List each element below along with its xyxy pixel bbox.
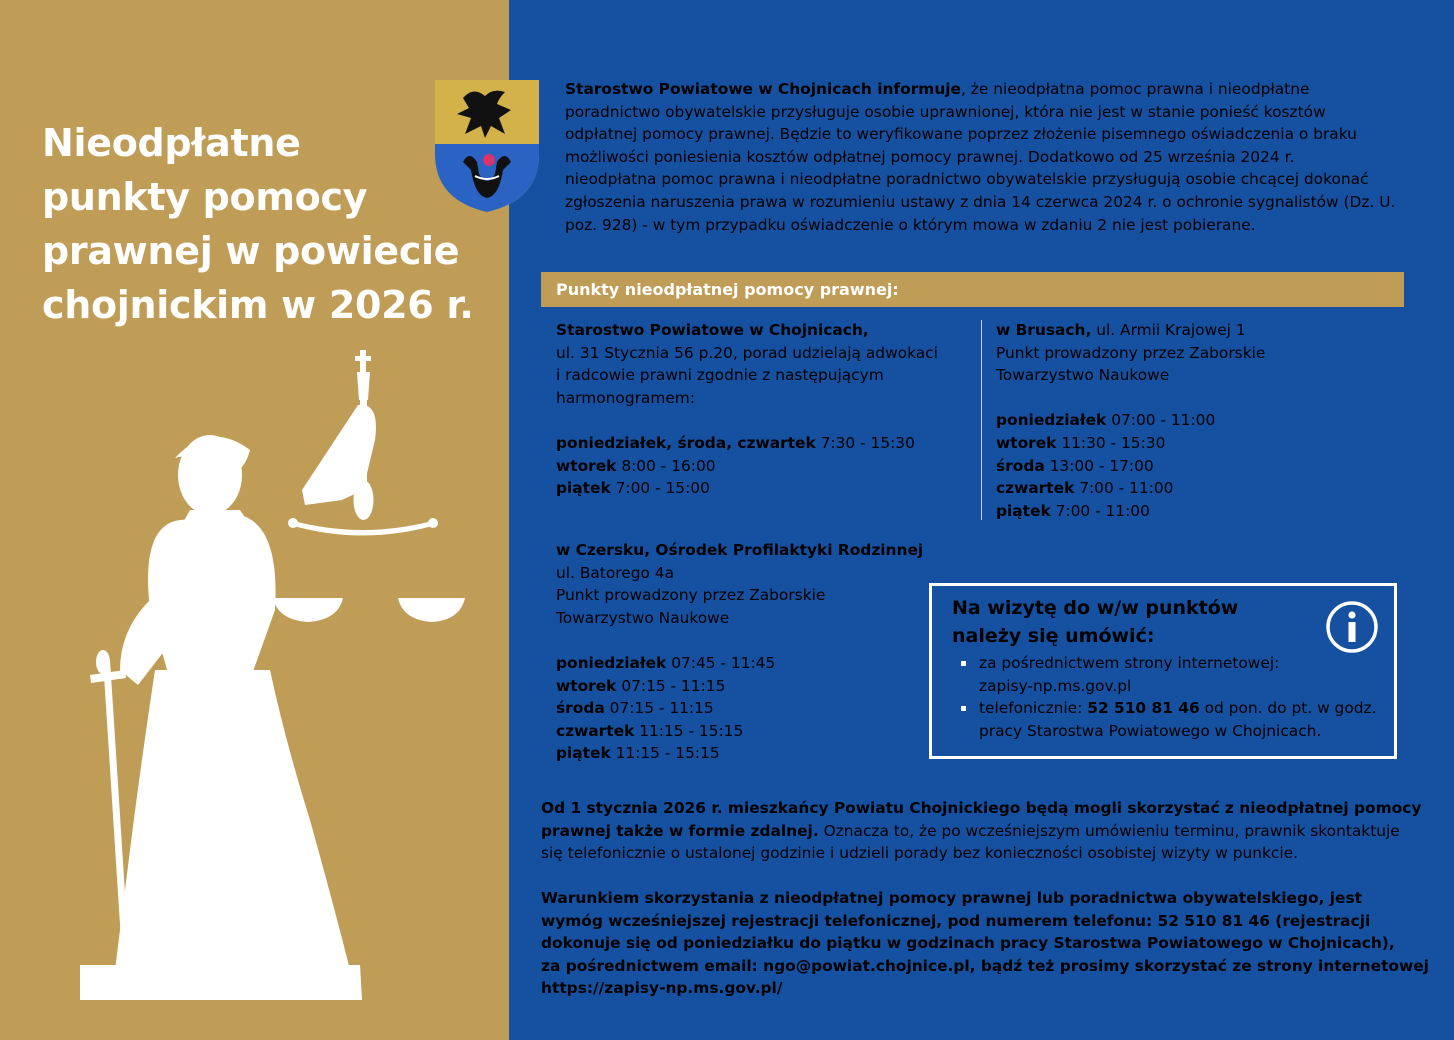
section-header: Punkty nieodpłatnej pomocy prawnej: (556, 280, 899, 299)
location-name (996, 319, 1265, 342)
paragraph-line: za pośrednictwem email: ngo@powiat.chojnice.pl, bądź też prosimy skorzystać ze strony internetowej (541, 956, 1429, 975)
intro-line: zgłoszenia naruszenia prawa w rozumieniu ustawy z dnia 14 czerwca 2024 r. o ochronie sygnalistów (Dz. U. (565, 192, 1396, 211)
schedule-day: poniedziałek, środa, czwartek (556, 433, 816, 452)
schedule-hours: 7:30 - 15:30 (815, 433, 915, 452)
schedule-day: piątek (996, 501, 1051, 520)
intro-lead: Starostwo Powiatowe w Chojnicach informuje (565, 80, 961, 98)
location-line: Towarzystwo Naukowe (996, 366, 1170, 385)
bullet-icon (961, 661, 966, 666)
schedule-row (556, 697, 923, 720)
schedule-row (556, 742, 923, 765)
intro-line (565, 78, 1395, 101)
intro-line-rest: , że nieodpłatna pomoc prawna i nieodpłatne (961, 80, 1310, 98)
schedule-hours: 11:30 - 15:30 (1056, 433, 1166, 452)
paragraph-line (541, 820, 1421, 843)
location-line: Punkt prowadzony przez Zaborskie (996, 343, 1266, 362)
schedule-row (556, 455, 938, 478)
location-line: i radcowie prawni zgodnie z następującym (556, 366, 884, 385)
schedule-row (996, 500, 1265, 523)
paragraph-bold: Od 1 stycznia 2026 r. mieszkańcy Powiatu Chojnickiego będą mogli skorzystać z nieodpłatnej pomocy (541, 799, 1422, 817)
lady-justice-statue (80, 350, 480, 1000)
schedule-hours: 07:15 - 11:15 (616, 676, 726, 695)
schedule-hours: 07:00 - 11:00 (1106, 411, 1216, 430)
schedule-row (556, 477, 938, 500)
paragraph-rest: Oznacza to, że po wcześniejszym umówieniu terminu, prawnik skontaktuje (818, 821, 1400, 840)
schedule-day: poniedziałek (556, 653, 667, 672)
schedule-hours: 11:15 - 15:15 (610, 744, 720, 763)
schedule-day: czwartek (556, 721, 635, 740)
schedule-row (556, 675, 923, 698)
paragraph-line: Warunkiem skorzystania z nieodpłatnej pomocy prawnej lub poradnictwa obywatelskiego, jest (541, 889, 1363, 907)
schedule-hours: 7:00 - 11:00 (1074, 479, 1174, 498)
location-chojnice (556, 319, 938, 500)
schedule-day: wtorek (996, 433, 1057, 452)
intro-line: poradnictwo obywatelskie przysługuje osobie uprawnionej, która nie jest w stanie ponieść kosztów (565, 102, 1326, 121)
schedule-hours: 7:00 - 11:00 (1050, 501, 1150, 520)
title-line: prawnej w powiecie (42, 229, 460, 273)
schedule-row (996, 432, 1265, 455)
location-czersk (556, 539, 923, 765)
location-name-text: w Brusach, (996, 321, 1092, 339)
info-item-line: pracy Starostwa Powiatowego w Chojnicach. (979, 721, 1322, 740)
location-name (556, 539, 923, 562)
info-heading (952, 594, 1238, 650)
intro-line: odpłatnej pomocy prawnej. Będzie to weryfikowane poprzez złożenie pisemnego oświadczenia o braku (565, 125, 1357, 144)
registration-link[interactable]: https://zapisy-np.ms.gov.pl/ (541, 979, 783, 998)
paragraph-bold: prawnej także w formie zdalnej. (541, 821, 819, 840)
schedule-day: piątek (556, 744, 611, 763)
schedule-row (556, 652, 923, 675)
title-line: punkty pomocy (42, 175, 368, 219)
intro-line: poz. 928) - w tym przypadku oświadczenie o którym mowa w zdaniu 2 nie jest pobierane. (565, 215, 1256, 234)
info-item-suffix: od pon. do pt. w godz. (1199, 699, 1377, 718)
location-line: harmonogramem: (556, 388, 695, 407)
location-line: Punkt prowadzony przez Zaborskie (556, 586, 826, 605)
schedule-hours: 07:15 - 11:15 (604, 699, 714, 718)
intro-line: nieodpłatna pomoc prawna i nieodpłatne poradnictwo obywatelskie przysługują osobie chcącej dokonać (565, 170, 1369, 189)
schedule-day: piątek (556, 479, 611, 498)
paragraph-line (541, 797, 1421, 820)
location-line: Towarzystwo Naukowe (556, 608, 730, 627)
schedule-day: poniedziałek (996, 411, 1107, 430)
location-line: ul. 31 Stycznia 56 p.20, porad udzielają adwokaci (556, 343, 938, 362)
location-line: ul. Batorego 4a (556, 563, 675, 582)
location-name-text: w Czersku, Ośrodek Profilaktyki Rodzinnej (556, 541, 924, 559)
schedule-row (996, 409, 1265, 432)
schedule-day: środa (996, 456, 1045, 475)
schedule-row (996, 455, 1265, 478)
list-item (959, 652, 1376, 697)
section-header-bar (541, 272, 1404, 307)
appointment-info-box (929, 583, 1397, 759)
info-item-prefix: telefonicznie: (979, 699, 1088, 718)
remote-help-paragraph (541, 797, 1421, 865)
location-name (556, 319, 938, 342)
title-line: Nieodpłatne (42, 121, 301, 165)
coat-of-arms-icon (433, 78, 541, 214)
paragraph-line: się telefonicznie o ustalonej godzinie i udzieli porady bez konieczności osobistej wizyty w punkcie. (541, 844, 1298, 863)
location-address: ul. Armii Krajowej 1 (1091, 321, 1246, 339)
location-name-text: Starostwo Powiatowe w Chojnicach, (556, 321, 869, 339)
schedule-row (996, 477, 1265, 500)
schedule-hours: 8:00 - 16:00 (616, 456, 716, 475)
schedule-day: wtorek (556, 676, 617, 695)
info-heading-line: należy się umówić: (952, 625, 1155, 647)
schedule-row (556, 720, 923, 743)
title-line: chojnickim w 2026 r. (42, 283, 474, 327)
paragraph-line: wymóg wcześniejszej rejestracji telefonicznej, pod numerem telefonu: 52 510 81 46 (rejestracji (541, 911, 1371, 930)
intro-line: możliwości poniesienia kosztów odpłatnej pomocy prawnej. Dodatkowo od 25 września 2024 r. (565, 147, 1295, 166)
location-brusy (996, 319, 1265, 522)
intro-paragraph (565, 78, 1395, 236)
paragraph-line: dokonuje się od poniedziałku do piątku w godzinach pracy Starostwa Powiatowego w Chojnicach), (541, 934, 1395, 953)
info-heading-line: Na wizytę do w/w punktów (952, 597, 1239, 619)
info-item-link[interactable]: zapisy-np.ms.gov.pl (979, 676, 1132, 695)
info-list (959, 652, 1376, 742)
schedule-hours: 07:45 - 11:45 (666, 653, 776, 672)
column-divider (981, 320, 982, 520)
schedule-day: czwartek (996, 479, 1075, 498)
schedule-hours: 7:00 - 15:00 (610, 479, 710, 498)
info-item-line: za pośrednictwem strony internetowej: (979, 654, 1280, 672)
list-item (959, 697, 1376, 742)
registration-paragraph (541, 887, 1429, 1000)
schedule-row (556, 432, 938, 455)
bullet-icon (961, 706, 966, 711)
info-item-line (979, 697, 1376, 720)
schedule-hours: 13:00 - 17:00 (1044, 456, 1154, 475)
schedule-day: środa (556, 699, 605, 718)
schedule-hours: 11:15 - 15:15 (634, 721, 744, 740)
schedule-day: wtorek (556, 456, 617, 475)
info-icon (1325, 600, 1379, 654)
info-phone: 52 510 81 46 (1087, 699, 1200, 718)
